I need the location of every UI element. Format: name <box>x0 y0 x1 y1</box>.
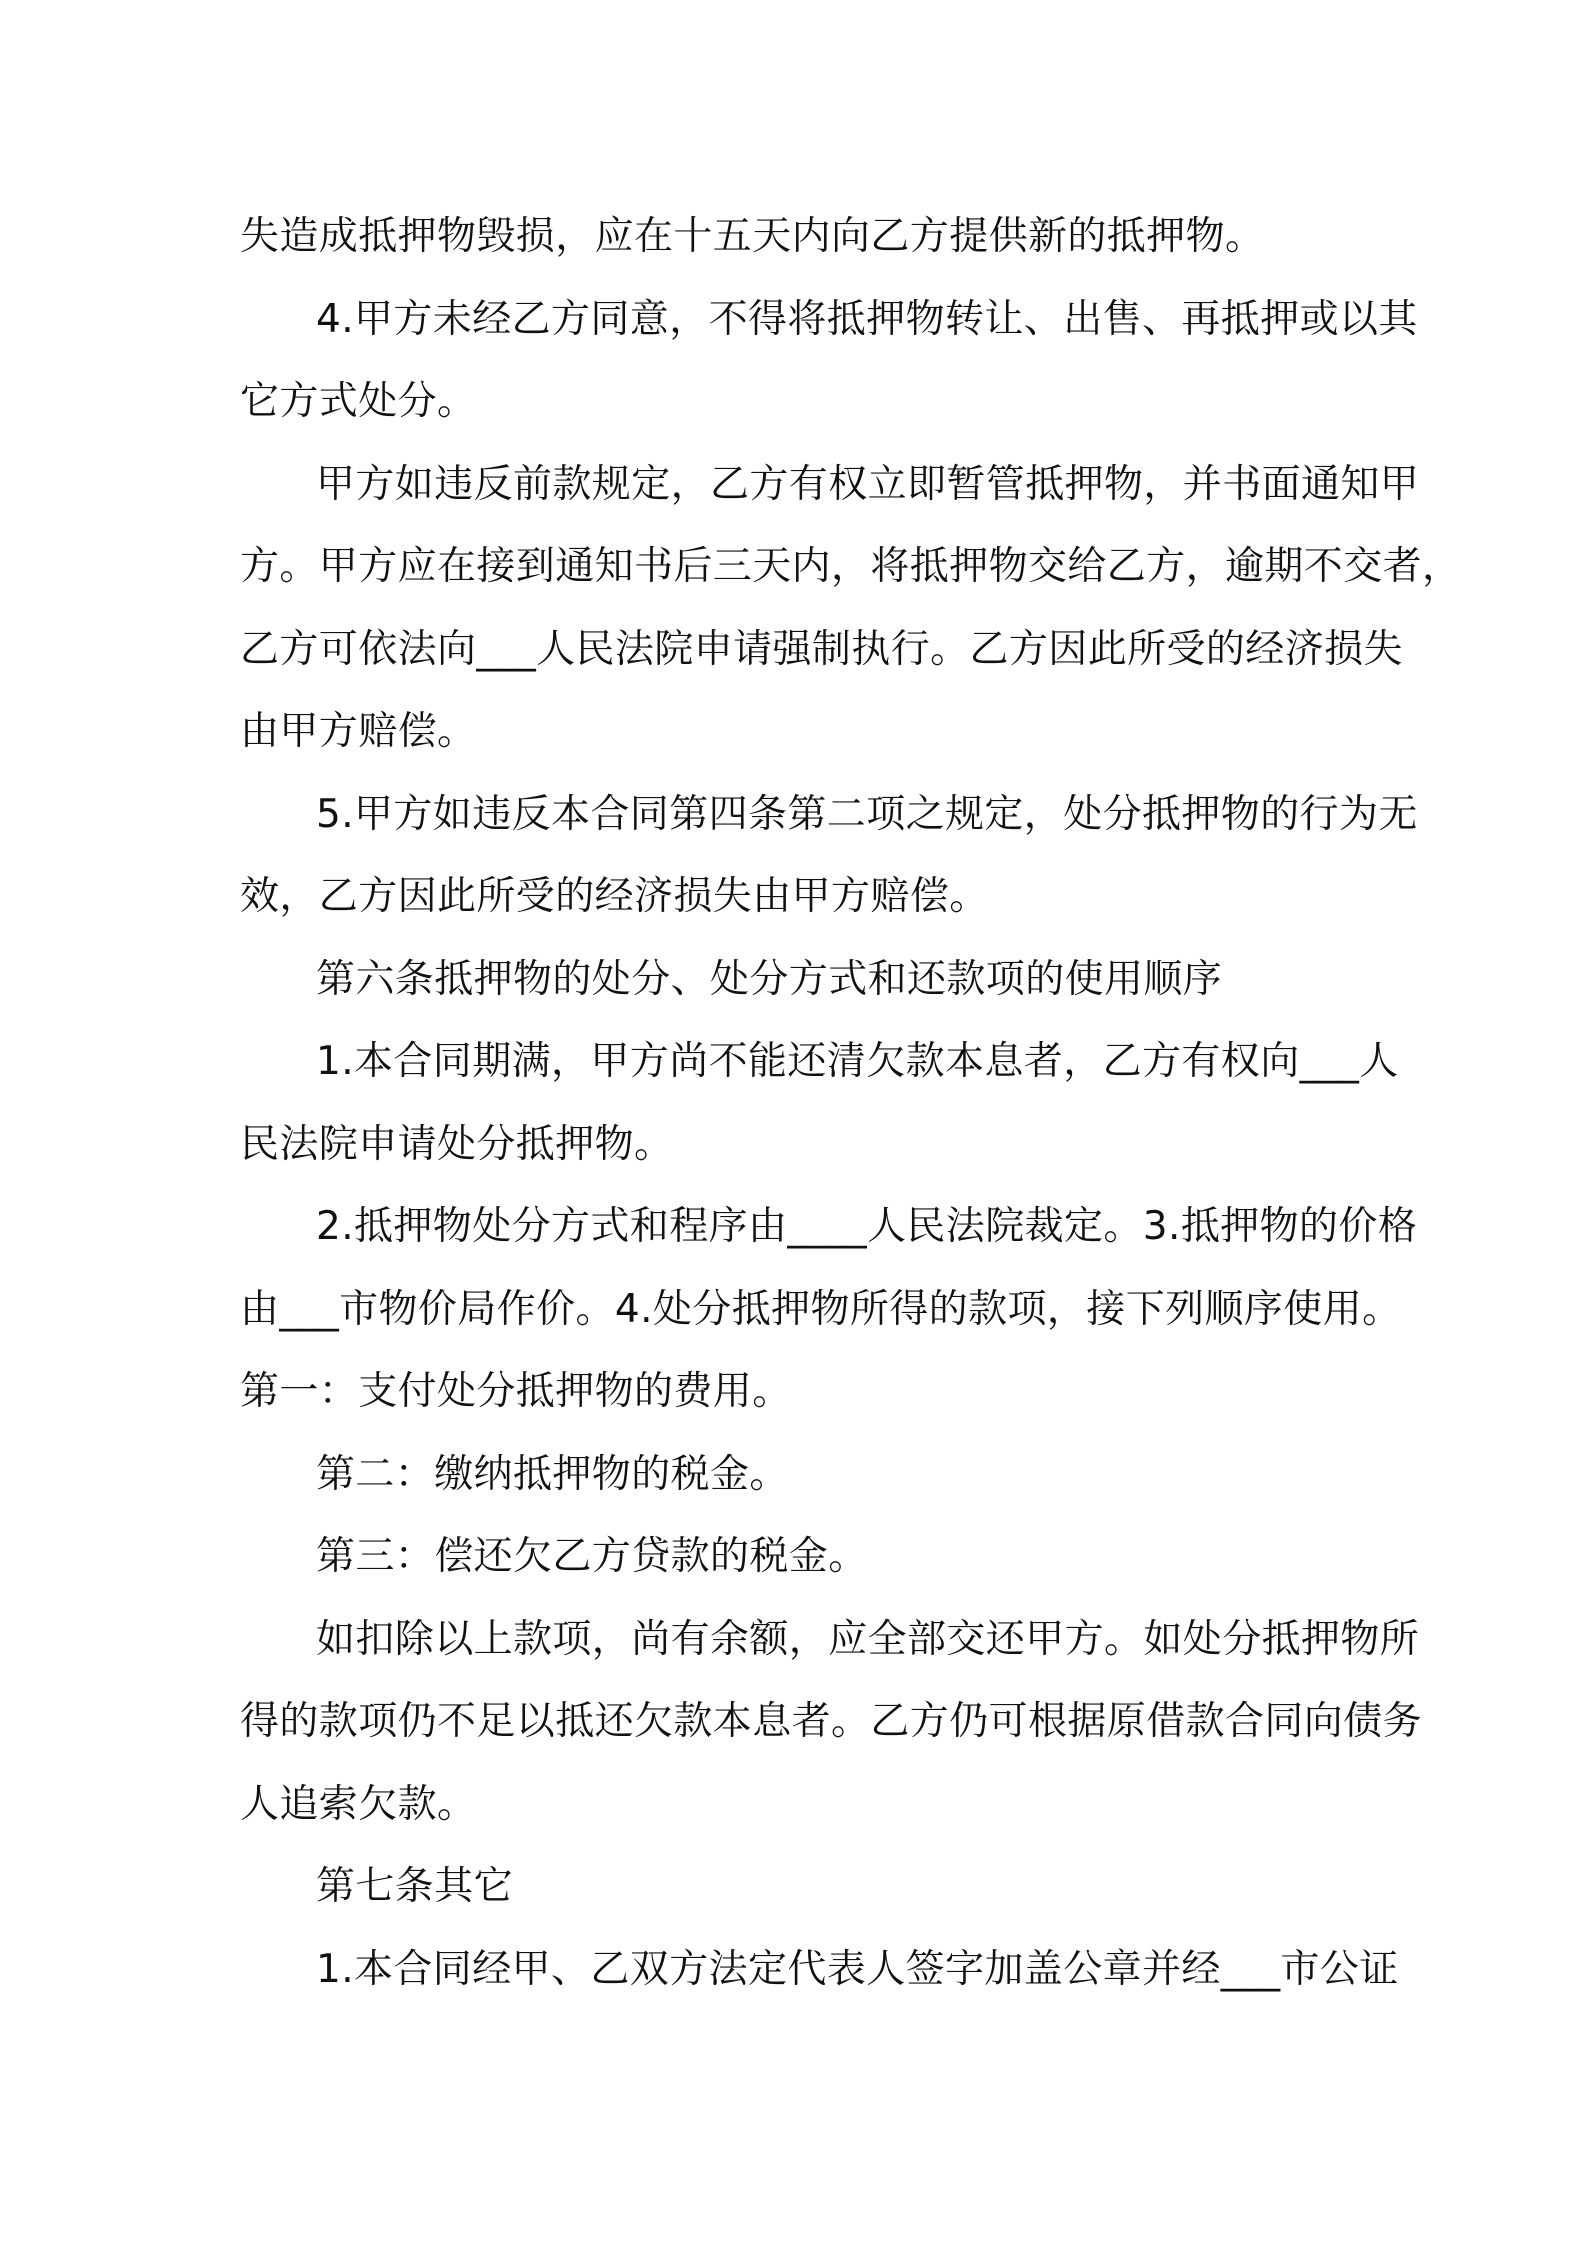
text-line-7: 由甲方赔偿。 <box>240 709 477 754</box>
text-line-1: 失造成抵押物毁损，应在十五天内向乙方提供新的抵押物。 <box>240 214 1265 259</box>
text-line-19: 得的款项仍不足以抵还欠款本息者。乙方仍可根据原借款合同向债务 <box>240 1699 1423 1744</box>
text-line-4: 甲方如违反前款规定，乙方有权立即暂管抵押物，并书面通知甲 <box>316 461 1420 507</box>
text-line-11: 1.本合同期满，甲方尚不能还清欠款本息者，乙方有权向___人 <box>316 1039 1399 1084</box>
text-line-18: 如扣除以上款项，尚有余额，应全部交还甲方。如处分抵押物所 <box>316 1616 1420 1662</box>
text-line-6: 乙方可依法向___人民法院申请强制执行。乙方因此所受的经济损失 <box>240 626 1403 672</box>
text-line-14: 由___市物价局作价。4.处分抵押物所得的款项，接下列顺序使用。 <box>240 1286 1402 1332</box>
text-line-17: 第三：偿还欠乙方贷款的税金。 <box>316 1534 868 1579</box>
text-line-5: 方。甲方应在接到通知书后三天内，将抵押物交给乙方，逾期不交者， <box>240 544 1462 589</box>
text-line-22: 1.本合同经甲、乙双方法定代表人签字加盖公章并经___市公证 <box>316 1946 1399 1992</box>
text-line-8: 5.甲方如违反本合同第四条第二项之规定，处分抵押物的行为无 <box>316 791 1418 837</box>
section-heading-article-6: 第六条抵押物的处分、处分方式和还款项的使用顺序 <box>316 956 1223 1002</box>
text-line-12: 民法院申请处分抵押物。 <box>240 1121 674 1167</box>
document-page <box>240 196 1462 2011</box>
text-line-20: 人追索欠款。 <box>240 1781 477 1827</box>
text-line-2: 4.甲方未经乙方同意，不得将抵押物转让、出售、再抵押或以其 <box>316 296 1418 342</box>
text-line-16: 第二：缴纳抵押物的税金。 <box>316 1451 789 1497</box>
text-line-3: 它方式处分。 <box>240 379 477 424</box>
text-line-13: 2.抵押物处分方式和程序由____人民法院裁定。3.抵押物的价格 <box>316 1204 1418 1249</box>
section-heading-article-7: 第七条其它 <box>316 1864 514 1909</box>
text-line-9: 效，乙方因此所受的经济损失由甲方赔偿。 <box>240 874 989 919</box>
text-line-15: 第一：支付处分抵押物的费用。 <box>240 1369 792 1414</box>
